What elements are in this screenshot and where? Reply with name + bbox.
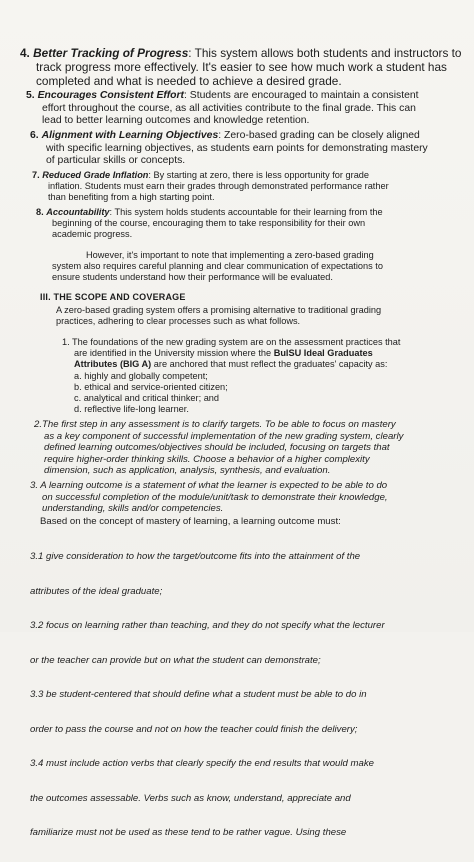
item-text: : By starting at zero, there is less opportunity for grade (148, 170, 370, 180)
sub-points (30, 528, 466, 862)
paragraph-line: are anchored that must reflect the graduates' capacity as: (151, 359, 388, 370)
item-number: 6. (30, 130, 39, 141)
item-number: 4. (20, 46, 30, 60)
list-item (20, 46, 460, 89)
paragraph-line: practices, adhering to clear processes such as what follows. (56, 316, 301, 327)
paragraph-line: are identified in the University mission where the (74, 348, 272, 359)
list-item (36, 207, 460, 241)
sub-item: c. analytical and critical thinker; and (74, 393, 220, 404)
paragraph-line: system also requires careful planning and clear communication of expectations to (52, 261, 383, 272)
item-text: : This system allows both students and instructors to (188, 46, 462, 60)
big-a-acronym: Attributes (BIG A) (74, 359, 152, 370)
paragraph-line: understanding, skills and/or competencies. (42, 503, 224, 514)
list-item (32, 170, 460, 204)
paragraph-line: 1. The foundations of the new grading system are on the assessment practices that (62, 337, 401, 347)
paragraph-line: 3.2 focus on learning rather than teaching, and they do not specify what the lecturer (30, 620, 385, 631)
item-text: : Students are encouraged to maintain a consistent (184, 90, 419, 101)
item-label: Reduced Grade Inflation (42, 170, 149, 180)
paragraph-line: or the teacher can provide but on what the student can demonstrate; (30, 654, 321, 666)
paragraph-line: order to pass the course and not on how the teacher could finish the delivery; (30, 723, 358, 735)
item-label: Better Tracking of Progress (33, 46, 189, 60)
paragraph-line: 3. A learning outcome is a statement of what the learner is expected to be able to do (30, 480, 388, 491)
item-label: Accountability (46, 207, 110, 217)
paragraph-line: attributes of the ideal graduate; (30, 585, 163, 597)
scope-point-3 (30, 480, 466, 515)
item-text: than benefiting from a high starting point. (48, 192, 215, 203)
section-intro (56, 305, 462, 327)
paragraph-line: 2.The first step in any assessment is to clarify targets. To be able to focus on mastery (34, 419, 396, 430)
item-text: beginning of the course, encouraging them to take responsibility for their own (52, 218, 366, 229)
based-on-line: Based on the concept of mastery of learning, a learning outcome must: (40, 516, 341, 527)
item-text: : This system holds students accountable for their learning from the (109, 207, 383, 217)
item-text: : Zero-based grading can be closely aligned (218, 130, 420, 141)
item-text: track progress more effectively. It's easier to see how much work a student has (36, 60, 447, 75)
paragraph-line: dimension, such as application, analysis, synthesis, and evaluation. (44, 465, 331, 476)
item-text: of particular skills or concepts. (46, 155, 186, 167)
item-label: Alignment with Learning Objectives (41, 130, 219, 141)
item-text: completed and what is needed to achieve a desired grade. (36, 74, 342, 89)
however-paragraph (52, 250, 462, 284)
item-number: 8. (36, 207, 44, 217)
sub-item: d. reflective life-long learner. (74, 404, 189, 415)
scope-point-2 (34, 419, 464, 477)
paragraph-line: on successful completion of the module/unit/task to demonstrate their knowledge, (42, 491, 388, 503)
item-number: 5. (26, 90, 35, 101)
item-text: lead to better learning outcomes and knowledge retention. (42, 115, 310, 127)
item-text: academic progress. (52, 229, 133, 240)
item-label: Encourages Consistent Effort (37, 90, 185, 101)
paragraph-line: as a key component of successful implementation of the new grading system, clearly (44, 430, 404, 442)
paragraph-line: 3.4 must include action verbs that clearly specify the end results that would make (30, 758, 374, 769)
big-a-title: BulSU Ideal Graduates (273, 348, 373, 359)
sub-item: a. highly and globally competent; (74, 370, 208, 381)
section-heading: III. THE SCOPE AND COVERAGE (40, 292, 186, 302)
item-text: effort throughout the course, as all activities contribute to the final grade. This can (42, 102, 416, 114)
paragraph-line: ensure students understand how their performance will be evaluated. (52, 272, 333, 283)
paragraph-line: familiarize must not be used as these tend to be rather vague. Using these (30, 827, 347, 838)
scope-point-1 (62, 337, 466, 415)
item-text: with specific learning objectives, as students earn points for demonstrating mastery (46, 142, 428, 154)
paragraph-line: 3.1 give consideration to how the target/outcome fits into the attainment of the (30, 551, 361, 562)
item-text: inflation. Students must earn their grades through demonstrated performance rather (48, 181, 389, 192)
paragraph-line: defined learning outcomes/objectives should be included, focusing on targets that (44, 442, 390, 453)
paragraph-line: require higher-order thinking skills. Choose a behavior of a higher complexity (44, 453, 370, 465)
paragraph-line: However, it's important to note that implementing a zero-based grading (86, 250, 374, 260)
item-number: 7. (32, 170, 40, 180)
list-item (30, 130, 458, 168)
paragraph-line: A zero-based grading system offers a promising alternative to traditional grading (56, 305, 382, 315)
paragraph-line: 3.3 be student-centered that should define what a student must be able to do in (30, 689, 367, 700)
sub-item: b. ethical and service-oriented citizen; (74, 381, 228, 392)
list-item (26, 90, 456, 128)
paragraph-line: the outcomes assessable. Verbs such as know, understand, appreciate and (30, 792, 351, 804)
